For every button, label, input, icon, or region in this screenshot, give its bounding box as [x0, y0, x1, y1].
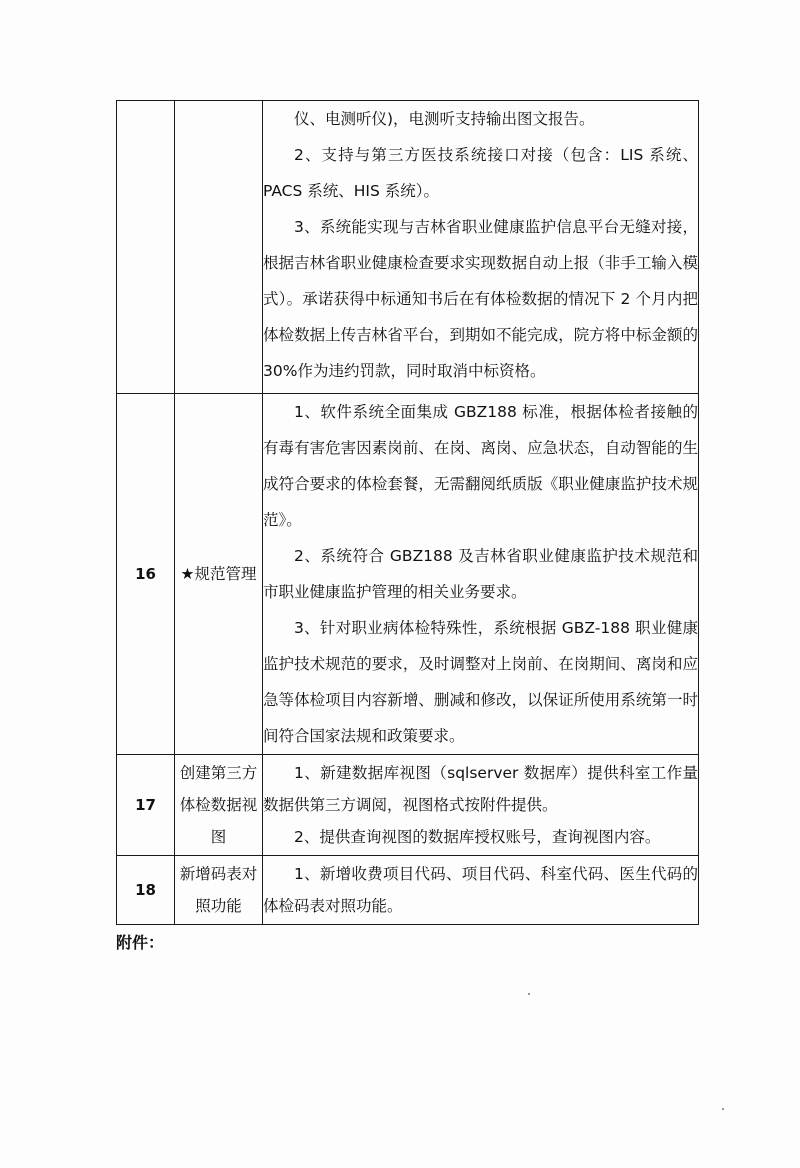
row-description: [263, 856, 699, 925]
requirements-table: [116, 100, 699, 925]
row-description: [263, 394, 699, 755]
description-paragraph: 1、新建数据库视图（sqlserver 数据库）提供科室工作量数据供第三方调阅，视图格式按附件提供。: [263, 764, 698, 814]
description-paragraph: 2、系统符合 GBZ188 及吉林省职业健康监护技术规范和市职业健康监护管理的相关业务要求。: [263, 547, 698, 601]
attachment-label: 附件：: [116, 933, 165, 952]
row-item-name: 新增码表对照功能: [175, 856, 263, 925]
description-paragraph: 2、提供查询视图的数据库授权账号，查询视图内容。: [294, 828, 661, 846]
description-paragraph: 2、支持与第三方医技系统接口对接（包含：LIS 系统、PACS 系统、HIS 系统）。: [263, 146, 698, 200]
scan-speck: [528, 993, 530, 995]
table-row: [117, 394, 699, 755]
table-row: [117, 755, 699, 856]
description-paragraph: 3、系统能实现与吉林省职业健康监护信息平台无缝对接，根据吉林省职业健康检查要求实现数据自动上报（非手工输入模式）。承诺获得中标通知书后在有体检数据的情况下 2 个月内把体检数据上传吉林省平台，到期如不能完成，院方将中标金额的 30%作为违约罚款，同时取消中标资格。: [263, 218, 698, 380]
row-description: [263, 101, 699, 394]
row-description: [263, 755, 699, 856]
row-item-name: ★规范管理: [175, 394, 263, 755]
table-row: [117, 856, 699, 925]
description-paragraph: 3、针对职业病体检特殊性，系统根据 GBZ-188 职业健康监护技术规范的要求，及时调整对上岗前、在岗期间、离岗和应急等体检项目内容新增、删减和修改，以保证所使用系统第一时间符合国家法规和政策要求。: [263, 619, 698, 745]
row-number: 16: [117, 394, 175, 755]
scan-speck: [722, 1108, 724, 1110]
row-number: 18: [117, 856, 175, 925]
description-paragraph: 1、新增收费项目代码、项目代码、科室代码、医生代码的体检码表对照功能。: [263, 865, 698, 915]
row-item-name: [175, 101, 263, 394]
description-paragraph: 仪、电测听仪)，电测听支持输出图文报告。: [294, 110, 595, 128]
table-row: [117, 101, 699, 394]
row-number: 17: [117, 755, 175, 856]
row-item-name: 创建第三方体检数据视图: [175, 755, 263, 856]
row-number: [117, 101, 175, 394]
description-paragraph: 1、软件系统全面集成 GBZ188 标准，根据体检者接触的有毒有害危害因素岗前、在岗、离岗、应急状态，自动智能的生成符合要求的体检套餐，无需翻阅纸质版《职业健康监护技术规范》。: [263, 403, 698, 529]
